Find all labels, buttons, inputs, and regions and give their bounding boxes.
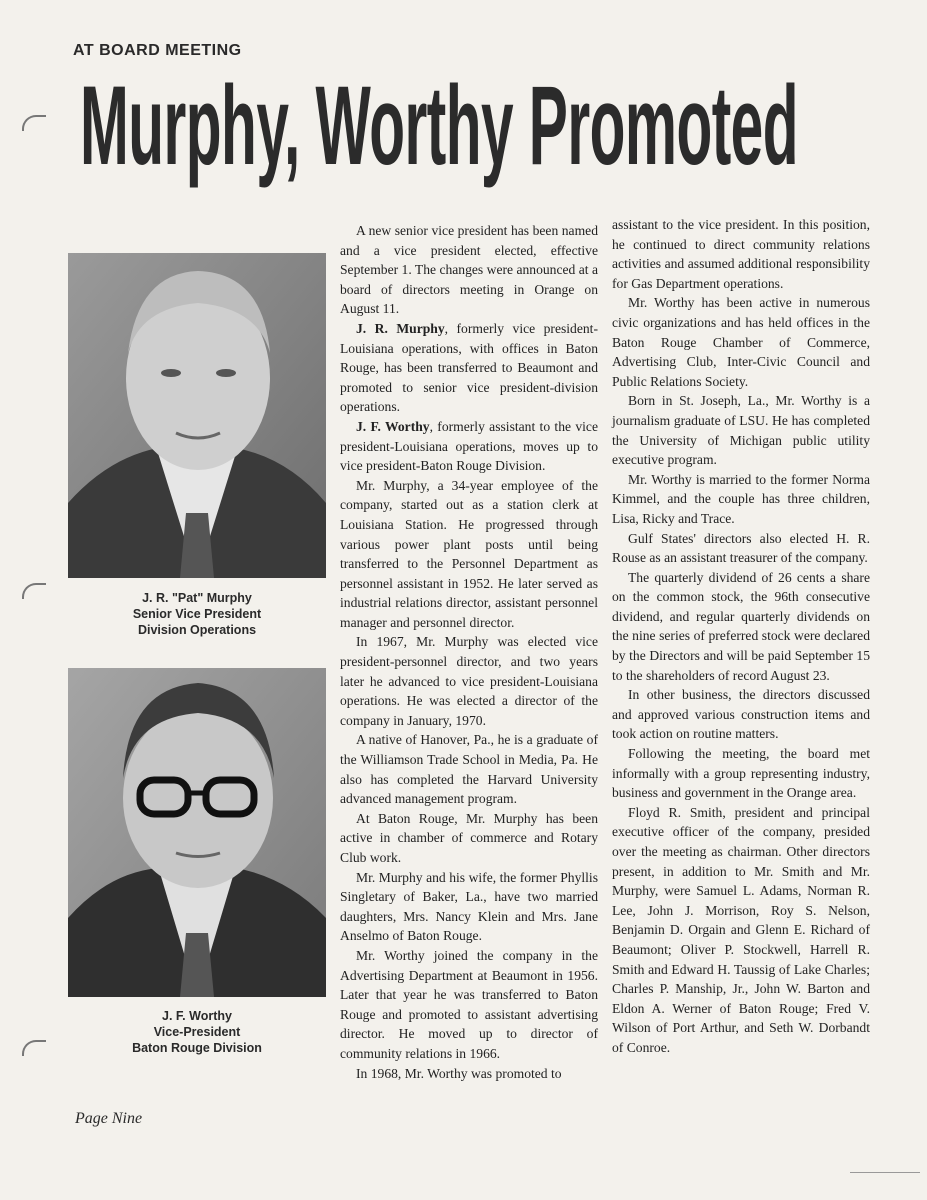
paragraph — [340, 868, 598, 946]
article-column-3 — [612, 215, 870, 1058]
paragraph-text: At Baton Rouge, Mr. Murphy has been active in chamber of commerce and Rotary Club work. — [340, 810, 598, 865]
paragraph: In other business, the directors discussed and approved various construction items and took action on routine matters. — [612, 687, 870, 742]
binder-hole-mark — [22, 115, 46, 131]
paragraph — [340, 319, 598, 417]
paragraph — [340, 476, 598, 633]
paragraph: The quarterly dividend of 26 cents a share on the common stock, the 96th consecutive dividend, and regular quarterly dividends on the nine series of preferred stock were declared by the Directors and will be paid September 15 to the shareholders of record August 23. — [612, 569, 870, 683]
paragraph — [340, 417, 598, 476]
article-column-2 — [340, 221, 598, 1083]
paragraph-text: A native of Hanover, Pa., he is a graduate of the Williamson Trade School in Media, Pa. He also has completed the Harvard University advanced management program. — [340, 732, 598, 807]
paragraph: Following the meeting, the board met informally with a group representing industry, business and government in the Orange area. — [612, 746, 870, 801]
paragraph — [340, 946, 598, 1064]
paragraph-text: Mr. Murphy, a 34-year employee of the company, started out as a station clerk at Louisiana Station. He progressed through various power plant posts until being transferred to the Personnel Department as personnel assistant in 1952. He later served as industrial relations director, assistant personnel manager and personnel director. — [340, 477, 598, 630]
caption-title: Vice-President — [153, 1025, 241, 1039]
kicker: AT BOARD MEETING — [73, 42, 242, 59]
headline: Murphy, Worthy Promoted — [80, 63, 798, 188]
name-lead: J. R. Murphy — [356, 320, 445, 336]
paragraph-text: A new senior vice president has been named and a vice president elected, effective September 1. The changes were announced at a board of directors meeting in Orange on August 11. — [340, 223, 598, 317]
paragraph-text: , formerly assistant to the vice president-Louisiana operations, moves up to vice president-Baton Rouge Division. — [340, 418, 598, 474]
page-number: Page Nine — [75, 1110, 143, 1127]
caption-title: Senior Vice President — [132, 607, 262, 621]
name-lead: J. F. Worthy — [356, 418, 430, 434]
caption-division: Baton Rouge Division — [132, 1041, 262, 1055]
paragraph: assistant to the vice president. In this position, he continued to direct community relations activities and assumed additional responsibility for Gas Department operations. — [612, 217, 870, 291]
paragraph — [340, 221, 598, 319]
caption-name: J. R. "Pat" Murphy — [142, 591, 252, 605]
caption-division: Division Operations — [137, 623, 257, 637]
photo-murphy — [68, 253, 326, 578]
photo-caption-worthy — [68, 1008, 326, 1056]
paragraph: Born in St. Joseph, La., Mr. Worthy is a journalism graduate of LSU. He has completed the University of Michigan public utility executive program. — [612, 393, 870, 468]
paragraph: Gulf States' directors also elected H. R. Rouse as an assistant treasurer of the company. — [612, 530, 870, 566]
paragraph-text: Mr. Murphy and his wife, the former Phyllis Singletary of Baker, La., have two married daughters, Mrs. Nancy Klein and Mrs. Jane Anselmo of Baton Rouge. — [340, 869, 598, 944]
paragraph-text: Mr. Worthy joined the company in the Advertising Department at Beaumont in 1956. Later that year he was transferred to Baton Rouge and promoted to assistant advertising director. He moved up to director of community relations in 1966. — [340, 947, 598, 1061]
paragraph-text: , formerly vice president-Louisiana operations, with offices in Baton Rouge, has been transferred to Beaumont and promoted to senior vice president-division operations. — [340, 320, 598, 415]
photo-worthy — [68, 668, 326, 997]
paragraph — [340, 730, 598, 808]
paragraph-text: In 1967, Mr. Murphy was elected vice president-personnel director, and two years later he advanced to vice president-Louisiana operations. He was elected a director of the company in January, 1970. — [340, 634, 598, 728]
paragraph — [340, 1064, 598, 1084]
paragraph: Mr. Worthy has been active in numerous civic organizations and has held offices in the Baton Rouge Chamber of Commerce, Advertising Club, Inter-Civic Council and Public Relations Society. — [612, 295, 870, 389]
paragraph-text: In 1968, Mr. Worthy was promoted to — [356, 1065, 562, 1081]
paragraph — [340, 809, 598, 868]
photo-caption-murphy — [68, 590, 326, 638]
paragraph: Mr. Worthy is married to the former Norma Kimmel, and the couple has three children, Lisa, Ricky and Trace. — [612, 471, 870, 526]
caption-name: J. F. Worthy — [162, 1009, 232, 1023]
divider — [850, 1172, 920, 1173]
paragraph — [340, 632, 598, 730]
binder-hole-mark — [22, 583, 46, 599]
paragraph: Floyd R. Smith, president and principal executive officer of the company, presided over the meeting as chairman. Other directors present, in addition to Mr. Smith and Mr. Murphy, were Samuel L. Adams, Norman R. Lee, John J. Morrison, Roy S. Nelson, Benjamin D. Orgain and Glenn E. Richard of Beaumont; Oliver P. Stockwell, Harrell R. Smith and Edward H. Taussig of Lake Charles; Charles P. Manship, Jr., John W. Barton and Eldon A. Werner of Baton Rouge; Fred V. Wilson of Port Arthur, and Seth W. Dorbandt of Conroe. — [612, 804, 870, 1055]
binder-hole-mark — [22, 1040, 46, 1056]
